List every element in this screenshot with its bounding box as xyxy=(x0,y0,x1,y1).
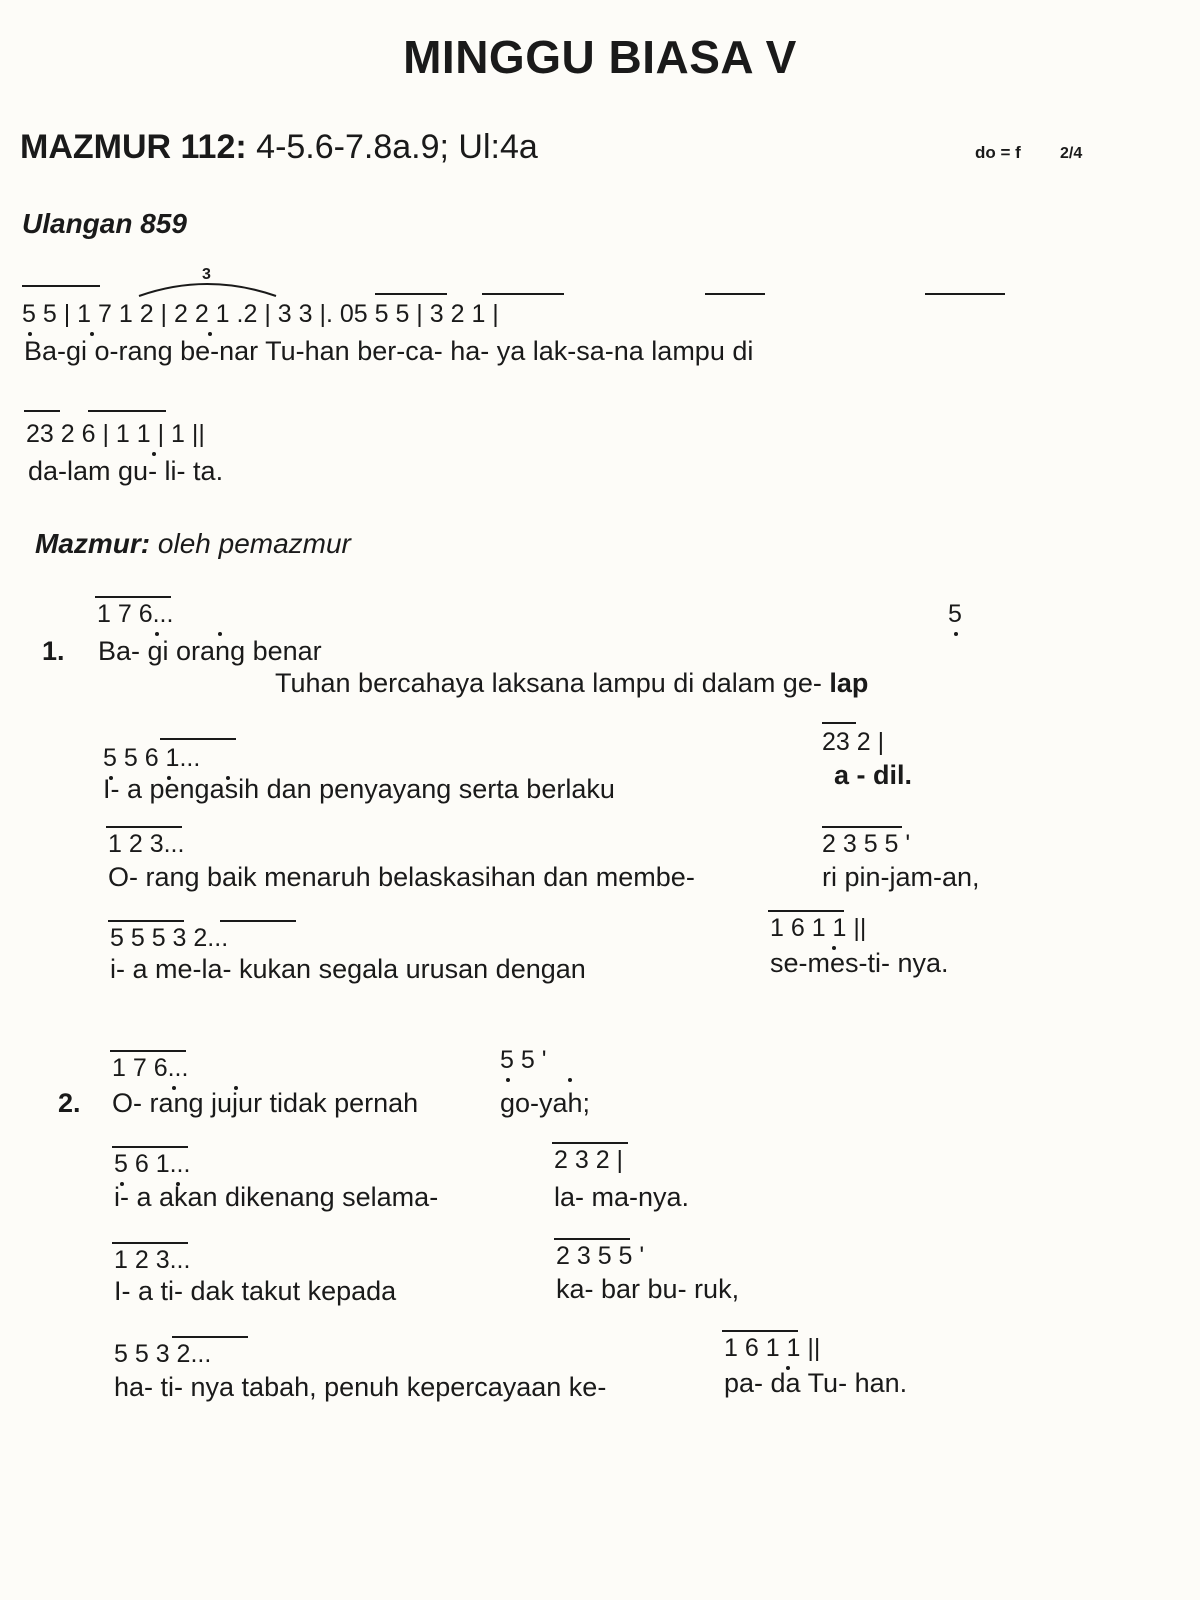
verse-2-lyrics-1: O- rang jujur tidak pernah xyxy=(112,1088,419,1118)
beat-overline xyxy=(88,410,166,412)
psalm-label: MAZMUR 112: xyxy=(20,128,247,166)
verse-2-lyrics-3: I- a ti- dak takut kepada xyxy=(114,1276,397,1306)
refrain-notes-line-2: 23 2 6 | 1 1 | 1 || xyxy=(26,420,205,448)
verse-2-notes-1-end: 5 5 ' xyxy=(500,1046,547,1074)
verse-1-notes-4-end: 1 6 1 1 || xyxy=(770,914,867,942)
beat-overline xyxy=(108,920,184,922)
verse-1-notes-1: 1 7 6... xyxy=(97,600,174,628)
verse-2-notes-4-end: 1 6 1 1 || xyxy=(724,1334,821,1362)
beat-overline xyxy=(110,1050,186,1052)
low-octave-dot xyxy=(568,1078,572,1082)
beat-overline xyxy=(160,738,236,740)
beat-overline xyxy=(822,722,856,724)
low-octave-dot xyxy=(506,1078,510,1082)
beat-overline xyxy=(24,410,60,412)
psalm-heading-rest: oleh pemazmur xyxy=(150,528,351,559)
verse-2-notes-2-end: 2 3 2 | xyxy=(554,1146,624,1174)
psalm-heading-label: Mazmur: xyxy=(35,528,151,559)
beat-overline xyxy=(722,1330,798,1332)
verse-1-lyrics-3: O- rang baik menaruh belaskasihan dan membe- xyxy=(108,862,695,892)
beat-overline xyxy=(95,596,171,598)
verse-1-notes-2-end: 23 2 | xyxy=(822,728,885,756)
verse-1-notes-1-end: 5 xyxy=(948,600,962,628)
page-title: MINGGU BIASA V xyxy=(403,31,797,83)
verse-2-lyrics-4: ha- ti- nya tabah, penuh kepercayaan ke- xyxy=(114,1372,607,1402)
beat-overline xyxy=(482,293,564,295)
beat-overline xyxy=(220,920,296,922)
verse-2-notes-3: 1 2 3... xyxy=(114,1246,191,1274)
verse-2-lyrics-1-end: go-yah; xyxy=(500,1088,591,1118)
verse-2-notes-1: 1 7 6... xyxy=(112,1054,189,1082)
verse-2-notes-3-end: 2 3 5 5 ' xyxy=(556,1242,645,1270)
verse-1-lyrics-2: I- a pengasih dan penyayang serta berlaku xyxy=(103,774,615,804)
verse-1-notes-2: 5 5 6 1... xyxy=(103,744,201,772)
beat-overline xyxy=(22,285,100,287)
verse-2-lyrics-2-end: la- ma-nya. xyxy=(554,1182,690,1212)
verse-2-notes-4: 5 5 3 2... xyxy=(114,1340,212,1368)
verse-1-lyrics-1b xyxy=(275,668,868,699)
verse-1-lyrics-1b-text: Tuhan bercahaya laksana lampu di dalam ge- xyxy=(275,668,822,698)
verse-1-lyrics-1: Ba- gi orang benar xyxy=(98,636,322,666)
verse-1-lyrics-4-end: se-mes-ti- nya. xyxy=(770,948,949,978)
psalm-reference xyxy=(20,128,538,167)
verse-2-lyrics-3-end: ka- bar bu- ruk, xyxy=(556,1274,740,1304)
refrain-heading: Ulangan 859 xyxy=(22,208,187,239)
verse-2-notes-2: 5 6 1... xyxy=(114,1150,191,1178)
verse-1-notes-3-end: 2 3 5 5 ' xyxy=(822,830,911,858)
psalm-verses: 4-5.6-7.8a.9; Ul:4a xyxy=(256,128,538,166)
beat-overline xyxy=(822,826,902,828)
beat-overline xyxy=(106,826,182,828)
verse-1-notes-3: 1 2 3... xyxy=(108,830,185,858)
verse-2-lyrics-4-end: pa- da Tu- han. xyxy=(724,1368,908,1398)
verse-1-lyrics-2-end: a - dil. xyxy=(834,760,913,790)
beat-overline xyxy=(925,293,1005,295)
low-octave-dot xyxy=(954,632,958,636)
verse-1-notes-4: 5 5 5 3 2... xyxy=(110,924,229,952)
beat-overline xyxy=(375,293,447,295)
verse-1-lyrics-3-end: ri pin-jam-an, xyxy=(822,862,980,892)
refrain-lyrics-line-2: da-lam gu- li- ta. xyxy=(28,456,224,486)
refrain-lyrics-line-1: Ba-gi o-rang be-nar Tu-han ber-ca- ha- ya lak-sa-na lampu di xyxy=(24,336,754,366)
verse-1-lyrics-1b-accent: lap xyxy=(829,668,869,698)
beat-overline xyxy=(112,1146,188,1148)
beat-overline xyxy=(705,293,765,295)
verse-1-lyrics-4: i- a me-la- kukan segala urusan dengan xyxy=(110,954,586,984)
beat-overline xyxy=(172,1336,248,1338)
verse-1-number: 1. xyxy=(42,636,65,666)
psalm-verses-heading xyxy=(35,528,351,560)
verse-2-lyrics-2: i- a akan dikenang selama- xyxy=(114,1182,439,1212)
refrain-notes-line-1: 5 5 | 1 7 1 2 | 2 2 1 .2 | 3 3 |. 05 5 5 | 3 2 1 | xyxy=(22,300,499,328)
beat-overline xyxy=(112,1242,188,1244)
verse-2-number: 2. xyxy=(58,1088,81,1118)
triplet-number: 3 xyxy=(202,266,211,283)
key-signature: do = f xyxy=(975,143,1021,162)
time-signature: 2/4 xyxy=(1060,145,1083,162)
beat-overline xyxy=(554,1238,630,1240)
beat-overline xyxy=(768,910,844,912)
beat-overline xyxy=(552,1142,628,1144)
